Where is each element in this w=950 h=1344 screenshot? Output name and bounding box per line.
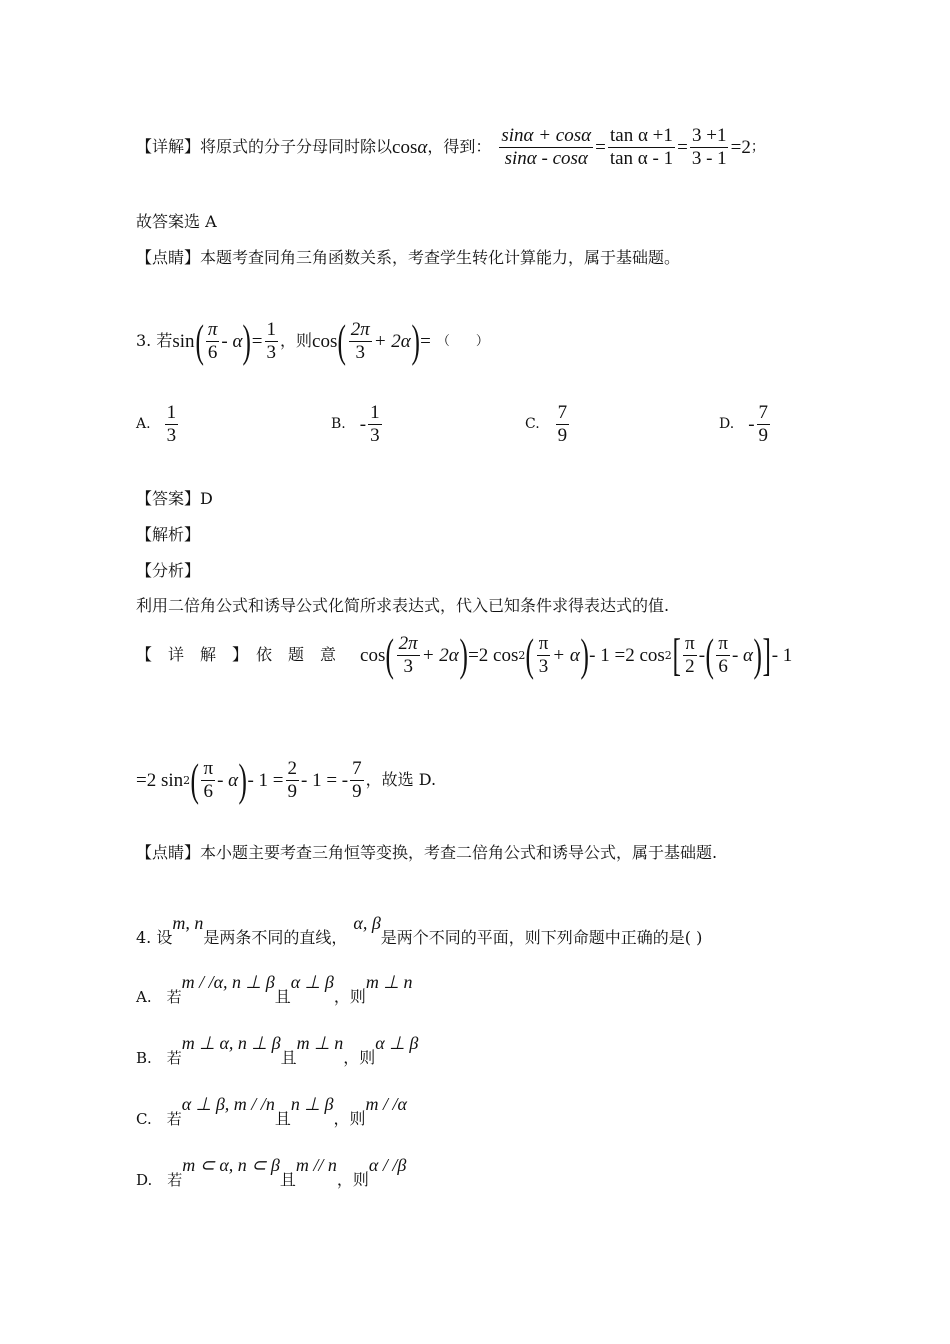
q4-ab: α, β <box>353 913 381 933</box>
q3-comment: 【点睛】本小题主要考查三角恒等变换，考查二倍角公式和诱导公式，属于基础题. <box>136 843 718 862</box>
q3-mid: ，则 <box>280 331 313 350</box>
q2-fraction-3: $\frac{3 +1}{3 - 1}$ <box>691 125 727 169</box>
q2-detail-tail: ，得到： <box>427 137 492 157</box>
q3-paren: （ ） <box>436 333 489 349</box>
q2-eq-2: = <box>677 136 688 158</box>
q3-sin: sin <box>172 330 195 352</box>
q4-option-c: C. 若α ⊥ β, m / /n且n ⊥ β，则m / /α <box>136 1094 407 1128</box>
q2-detail-line <box>136 125 765 170</box>
q4-option-a: A. 若m / /α, n ⊥ β且α ⊥ β，则m ⊥ n <box>136 972 413 1006</box>
q2-result: =2 <box>730 136 751 158</box>
q3-prefix: 3. 若 <box>136 331 173 350</box>
q2-eq-1: = <box>595 136 606 158</box>
q3-option-b: B. - $\frac{1}{3}$ <box>331 402 380 446</box>
q3-option-d: D. - $\frac{7}{9}$ <box>719 402 769 446</box>
q2-detail-label: 【详解】将原式的分子分母同时除以 <box>136 137 393 157</box>
q3-fenxi-text: 利用二倍角公式和诱导公式化简所求表达式，代入已知条件求得表达式的值. <box>136 596 670 615</box>
q2-comment: 【点睛】本题考查同角三角函数关系，考查学生转化计算能力，属于基础题。 <box>136 248 681 267</box>
q3-option-c: C. $\frac{7}{9}$ <box>525 402 568 446</box>
q3-stem: 3. 若 sin ( $\frac{\pi}{6}$ - α ) = $\frac{1}{3}$ ，则 cos ( $\frac{2\pi}{3}$ + 2α ) = （ ） <box>136 315 489 366</box>
q3-fenxi-heading: 【分析】 <box>136 561 201 580</box>
q4-stem: 4. 设m, n是两条不同的直线，α, β是两个不同的平面，则下列命题中正确的是( ) <box>136 913 703 947</box>
q2-answer-line: 故答案选 A <box>136 212 217 231</box>
q4-option-d: D. 若m ⊂ α, n ⊂ β且m // n，则α / /β <box>136 1155 407 1189</box>
q2-end-mark: ； <box>750 139 765 156</box>
q3-answer: 【答案】D <box>136 489 213 508</box>
q3-detail-label: 【 详 解 】 依 题 意 <box>136 645 337 664</box>
q3-detail-line-1: 【 详 解 】 依 题 意 cos ( $\frac{2\pi}{3}$ + 2α ) =2 cos 2 ( $\frac{\pi}{3}$ + α ) - 1 =2 cos 2 [ $\frac{\pi}{2}$ - ( $\frac{\pi}{6}$ - α ) ] - 1 <box>136 629 793 680</box>
q4-option-b: B. 若m ⊥ α, n ⊥ β且m ⊥ n，则α ⊥ β <box>136 1033 419 1067</box>
q2-fraction-2: $\frac{\text{tan α +1}}{\text{tan α - 1}}$ <box>609 125 674 169</box>
q3-analysis-heading: 【解析】 <box>136 525 201 544</box>
q3-option-a: A. $\frac{1}{3}$ <box>136 402 177 446</box>
q2-alpha: α <box>417 136 428 158</box>
q3-detail-line-2: =2 sin 2 ( $\frac{\pi}{6}$ - α ) - 1 = $\frac{2}{9}$ - 1 = - $\frac{7}{9}$ ，故选 D. <box>136 754 437 805</box>
q2-fraction-1: $\frac{\sin\alpha + \cos\alpha}{\sin\alpha - \cos\alpha}$ <box>501 125 592 169</box>
q3-choose-d: ，故选 D. <box>365 770 437 789</box>
q4-mn: m, n <box>172 913 204 933</box>
q2-cos: cos <box>392 136 418 158</box>
